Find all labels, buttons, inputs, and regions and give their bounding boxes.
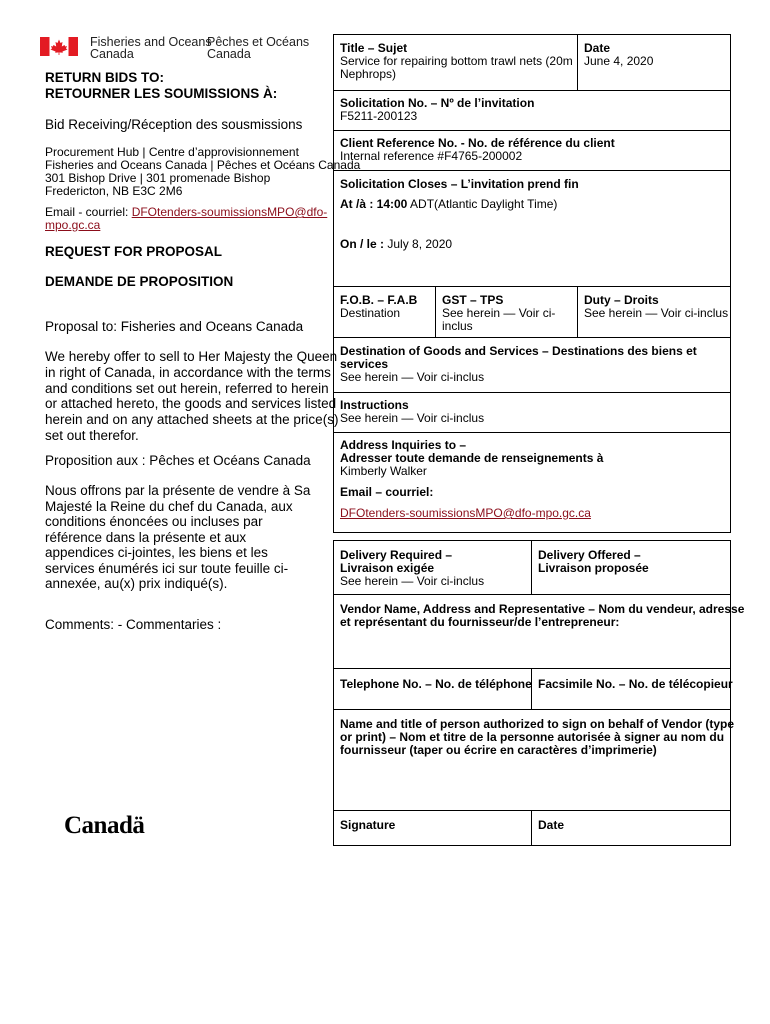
canada-flag-icon (40, 37, 78, 56)
fob-field: F.O.B. – F.A.B Destination (340, 293, 418, 320)
inquiries-email-link[interactable]: DFOtenders-soumissionsMPO@dfo-mpo.gc.ca (340, 506, 591, 520)
title-field: Title – Sujet Service for repairing bottom trawl nets (20m Nephrops) (340, 41, 573, 81)
telephone-field[interactable]: Telephone No. – No. de téléphone (340, 677, 532, 691)
authorized-person-field[interactable]: Name and title of person authorized to sign on behalf of Vendor (type or print) – Nom et titre de la personne autorisée à signer au nom du fournisseur (taper ou écrire en caractères d’imprimerie) (340, 717, 735, 757)
facsimile-field[interactable]: Facsimile No. – No. de télécopieur (538, 677, 733, 691)
bid-receiving: Bid Receiving/Réception des sousmissions (45, 117, 303, 132)
comments-label: Comments: - Commentaries : (45, 617, 222, 632)
return-email: Email - courriel: DFOtenders-soumissionsMPO@dfo- mpo.gc.ca (45, 205, 328, 232)
return-bids-heading: RETURN BIDS TO: RETOURNER LES SOUMISSIONS À: (45, 70, 278, 101)
proposition-aux: Proposition aux : Pêches et Océans Canada (45, 453, 311, 468)
procurement-address: Procurement Hub | Centre d’approvisionnement Fisheries and Oceans Canada | Pêches et Océans Canada 301 Bishop Drive | 301 promenade Bishop Fredericton, NB E3C 2M6 (45, 145, 361, 198)
return-email-link[interactable]: DFOtenders-soumissionsMPO@dfo- (131, 205, 328, 219)
signature-date-field[interactable]: Date (538, 818, 565, 832)
department-name-en: Fisheries and Oceans Canada (90, 35, 212, 61)
rfp-heading-en: REQUEST FOR PROPOSAL (45, 244, 223, 259)
signature-field[interactable]: Signature (340, 818, 396, 832)
address-inquiries: Address Inquiries to – Adresser toute demande de renseignements à Kimberly Walker (340, 438, 604, 478)
rfp-heading-fr: DEMANDE DE PROPOSITION (45, 274, 234, 289)
closing-time: At /à : 14:00 ADT(Atlantic Daylight Time) (340, 197, 558, 211)
inquiries-email-label: Email – courriel: (340, 485, 434, 499)
date-field: Date June 4, 2020 (584, 41, 654, 68)
solicitation-closes: Solicitation Closes – L’invitation prend fin (340, 177, 579, 191)
closing-date: On / le : July 8, 2020 (340, 237, 453, 251)
proposal-to: Proposal to: Fisheries and Oceans Canada (45, 319, 304, 334)
department-name-fr: Pêches et Océans Canada (207, 35, 310, 61)
return-email-link-cont[interactable]: mpo.gc.ca (45, 218, 101, 232)
delivery-required: Delivery Required – Livraison exigée See herein — Voir ci-inclus (340, 548, 485, 588)
client-reference: Client Reference No. - No. de référence du client Internal reference #F4765-200002 (340, 136, 615, 163)
solicitation-number: Solicitation No. – Nº de l’invitation F5211-200123 (340, 96, 535, 123)
gst-field: GST – TPS See herein — Voir ci- inclus (442, 293, 556, 333)
vendor-name-field[interactable]: Vendor Name, Address and Representative – Nom du vendeur, adresse et représentant du fournisseur/de l’entrepreneur: (340, 602, 745, 629)
instructions-field: Instructions See herein — Voir ci-inclus (340, 398, 485, 425)
offer-text-en: We hereby offer to sell to Her Majesty the Queen in right of Canada, in accordance with the terms and conditions set out herein, referred to herein or attached hereto, the goods and services listed herein and on any attached sheets at the price(s) set out therefor. (45, 349, 339, 443)
destination-field: Destination of Goods and Services – Destinations des biens et services See herein — Voir ci-inclus (340, 344, 697, 384)
duty-field: Duty – Droits See herein — Voir ci-inclus (584, 293, 729, 320)
canada-wordmark: Canadä (64, 812, 145, 839)
offer-text-fr: Nous offrons par la présente de vendre à Sa Majesté la Reine du chef du Canada, aux conditions énoncées ou incluses par référence dans la présente et aux appendices ci-jointes, les biens et les services énumérés ici sur toute feuille ci- annexée, au(x) prix indiqué(s). (45, 483, 311, 591)
delivery-offered[interactable]: Delivery Offered – Livraison proposée (538, 548, 649, 575)
